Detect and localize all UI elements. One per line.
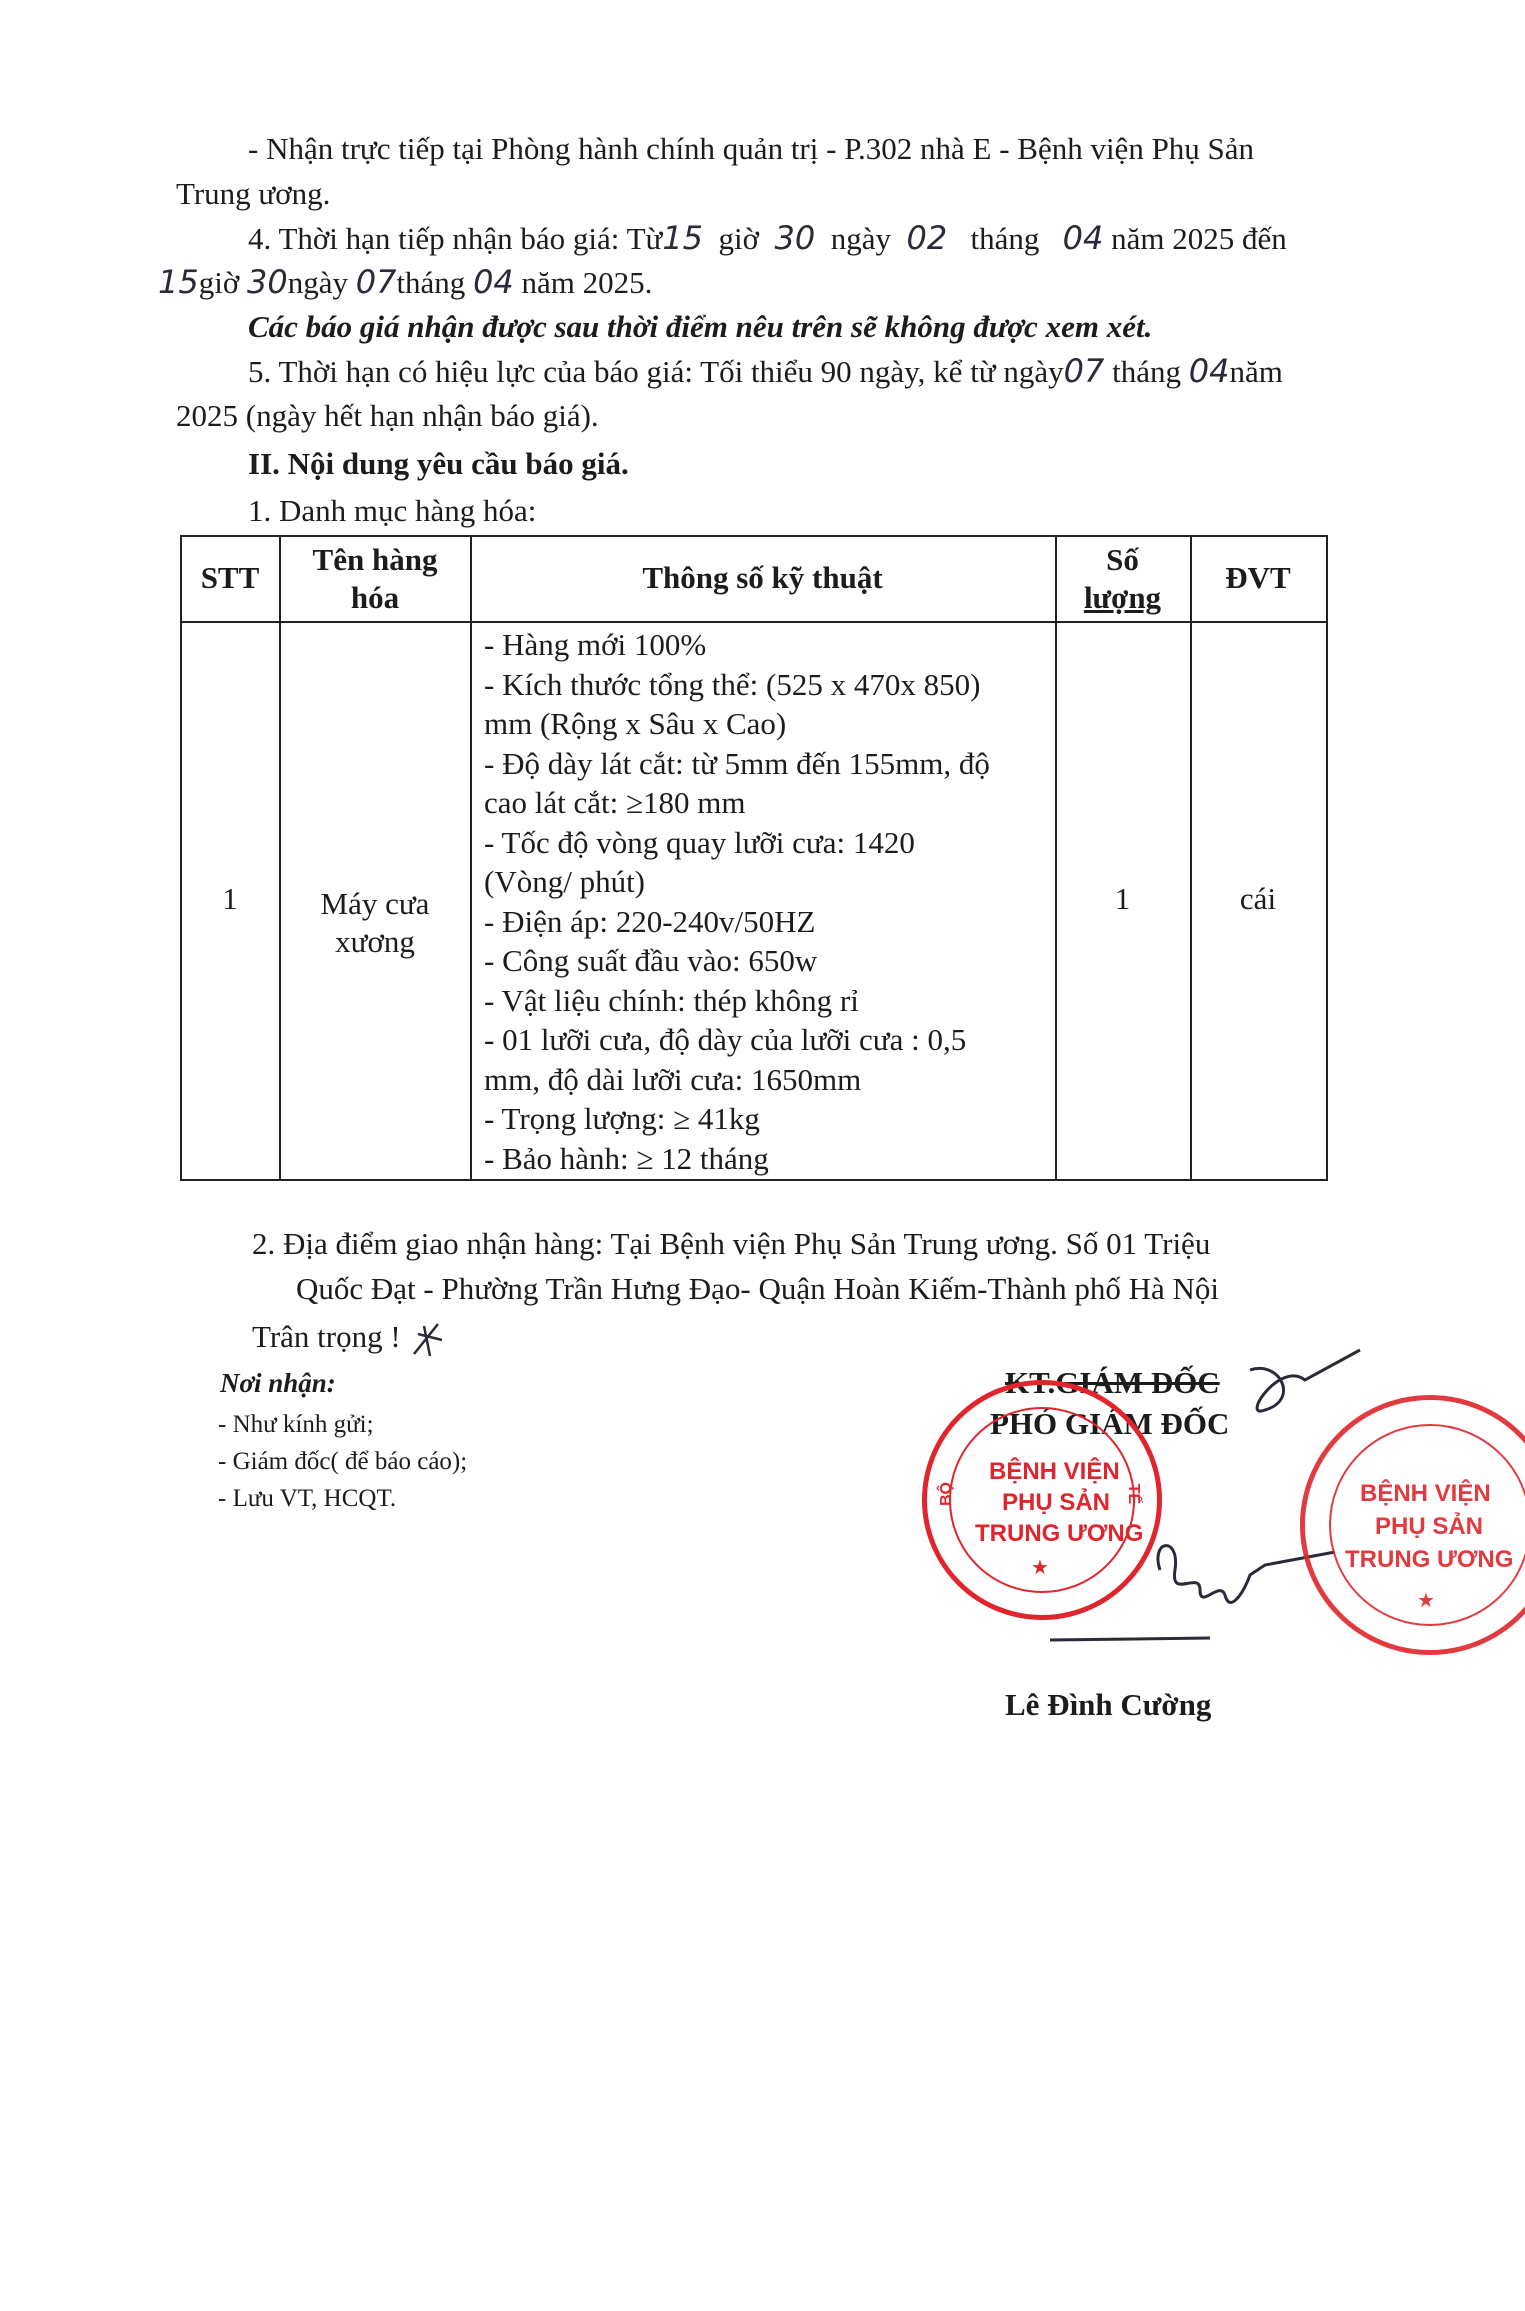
row-unit: cái bbox=[1239, 881, 1277, 916]
closing bbox=[252, 1318, 448, 1360]
paragraph-validity-line1 bbox=[248, 352, 1283, 391]
row-stt: 1 bbox=[222, 881, 238, 916]
header-unit: ĐVT bbox=[1225, 560, 1291, 595]
ngay-label: ngày bbox=[830, 221, 892, 256]
recipient-item: - Như kính gửi; bbox=[218, 1411, 374, 1438]
spec-line: (Vòng/ phút) bbox=[484, 864, 646, 899]
handwritten-day-start: 02 bbox=[906, 219, 948, 257]
deadline-prefix: 4. Thời hạn tiếp nhận báo giá: Từ bbox=[248, 221, 663, 256]
spec-line: - Trọng lượng: ≥ 41kg bbox=[484, 1101, 760, 1136]
recipient-item: - Giám đốc( để báo cáo); bbox=[218, 1448, 468, 1475]
handwritten-hour-start: 15 bbox=[662, 219, 704, 257]
handwritten-validity-month: 04 bbox=[1188, 352, 1230, 390]
handwritten-month-start: 04 bbox=[1062, 219, 1104, 257]
year-den-label: năm 2025 đến bbox=[1111, 221, 1287, 256]
handwritten-hour-end: 15 bbox=[158, 263, 199, 301]
gio-label: giờ bbox=[718, 221, 760, 256]
header-qty bbox=[1055, 541, 1190, 617]
spec-line: - Bảo hành: ≥ 12 tháng bbox=[484, 1140, 769, 1176]
signature-title1: KT.GIÁM ĐỐC bbox=[1005, 1365, 1220, 1400]
seal2-text-line3: TRUNG ƯƠNG bbox=[1345, 1546, 1514, 1573]
seal-text-line1: BỆNH VIỆN bbox=[989, 1458, 1120, 1485]
row-name-line2: xương bbox=[335, 924, 415, 959]
seal-mark-left: BỘ bbox=[938, 1482, 955, 1506]
delivery-line1: 2. Địa điểm giao nhận hàng: Tại Bệnh viện Phụ Sản Trung ương. Số 01 Triệu bbox=[252, 1226, 1211, 1261]
spec-line: mm (Rộng x Sâu x Cao) bbox=[484, 706, 787, 741]
spec-line: - 01 lưỡi cưa, độ dày của lưỡi cưa : 0,5 bbox=[484, 1022, 967, 1057]
list-title: 1. Danh mục hàng hóa: bbox=[248, 493, 537, 528]
spec-line: - Công suất đầu vào: 650w bbox=[484, 943, 818, 978]
thang-label: tháng bbox=[970, 221, 1040, 256]
seal-mark-right: TẾ bbox=[1125, 1483, 1143, 1505]
spec-line: - Vật liệu chính: thép không rỉ bbox=[484, 982, 859, 1018]
spec-line: - Kích thước tổng thể: (525 x 470x 850) bbox=[484, 666, 981, 702]
delivery-line2: Quốc Đạt - Phường Trần Hưng Đạo- Quận Hoàn Kiếm-Thành phố Hà Nội bbox=[296, 1271, 1220, 1306]
recipients-title: Nơi nhận: bbox=[220, 1368, 336, 1398]
handwritten-minute-start: 30 bbox=[774, 219, 816, 257]
validity-thang: tháng bbox=[1112, 354, 1181, 389]
closing-text: Trân trọng ! bbox=[252, 1319, 401, 1354]
paragraph-validity-line2: 2025 (ngày hết hạn nhận báo giá). bbox=[176, 398, 599, 433]
seal2-star-icon: ★ bbox=[1417, 1590, 1435, 1612]
recipients-list bbox=[218, 1406, 467, 1517]
spec-line: mm, độ dài lưỡi cưa: 1650mm bbox=[484, 1061, 862, 1097]
header-stt: STT bbox=[200, 560, 260, 595]
validity-nam: năm bbox=[1229, 354, 1283, 389]
header-name-line2: hóa bbox=[350, 580, 400, 615]
initial-mark bbox=[408, 1320, 448, 1360]
recipient-item: - Lưu VT, HCQT. bbox=[218, 1485, 397, 1512]
red-seal-main bbox=[922, 1380, 1162, 1620]
header-name-line1: Tên hàng bbox=[312, 542, 438, 577]
handwritten-minute-end: 30 bbox=[246, 263, 288, 301]
spec-line: - Hàng mới 100% bbox=[484, 627, 707, 662]
handwritten-validity-day: 07 bbox=[1063, 352, 1105, 390]
seal-text-line3: TRUNG ƯƠNG bbox=[975, 1520, 1144, 1547]
red-seal-secondary bbox=[1300, 1395, 1525, 1655]
year-label-2: năm 2025. bbox=[521, 265, 653, 300]
red-seal-secondary-clip bbox=[1290, 1395, 1525, 1685]
warning-note: Các báo giá nhận được sau thời điểm nêu trên sẽ không được xem xét. bbox=[248, 309, 1153, 344]
spec-line: - Tốc độ vòng quay lưỡi cưa: 1420 bbox=[484, 824, 915, 860]
goods-table bbox=[180, 535, 1328, 1181]
header-name bbox=[280, 541, 470, 617]
row-name bbox=[280, 885, 470, 961]
seal2-text-line2: PHỤ SẢN bbox=[1375, 1513, 1484, 1540]
section-heading: II. Nội dung yêu cầu báo giá. bbox=[248, 446, 629, 481]
spec-line: - Độ dày lát cắt: từ 5mm đến 155mm, độ bbox=[484, 745, 990, 781]
spec-line: cao lát cắt: ≥180 mm bbox=[484, 785, 746, 820]
header-specs: Thông số kỹ thuật bbox=[642, 560, 883, 595]
seal-text-line2: PHỤ SẢN bbox=[1002, 1489, 1111, 1516]
validity-prefix: 5. Thời hạn có hiệu lực của báo giá: Tối thiểu 90 ngày, kể từ ngày bbox=[248, 354, 1064, 389]
signature-title2: PHÓ GIÁM ĐỐC bbox=[990, 1406, 1230, 1441]
gio-label-2: giờ bbox=[198, 265, 240, 300]
paragraph-receive-line1: - Nhận trực tiếp tại Phòng hành chính quản trị - P.302 nhà E - Bệnh viện Phụ Sản bbox=[248, 131, 1255, 166]
paragraph-deadline-line2 bbox=[158, 263, 652, 302]
seal-star-icon: ★ bbox=[1031, 1557, 1049, 1579]
paragraph-receive-line2: Trung ương. bbox=[176, 176, 331, 211]
row-qty: 1 bbox=[1114, 881, 1131, 916]
handwritten-day-end: 07 bbox=[355, 263, 397, 301]
header-qty-line1: Số bbox=[1106, 542, 1139, 577]
seal2-text-line1: BỆNH VIỆN bbox=[1360, 1480, 1491, 1507]
spec-line: - Điện áp: 220-240v/50HZ bbox=[484, 903, 816, 939]
header-qty-line2: lượng bbox=[1083, 580, 1162, 615]
ngay-label-2: ngày bbox=[287, 265, 348, 300]
row-specs bbox=[484, 625, 990, 1178]
thang-label-2: tháng bbox=[396, 265, 466, 300]
paragraph-deadline-line1 bbox=[248, 219, 1333, 258]
handwritten-month-end: 04 bbox=[473, 263, 514, 301]
signer-name: Lê Đình Cường bbox=[1005, 1687, 1212, 1722]
row-name-line1: Máy cưa bbox=[320, 886, 430, 921]
